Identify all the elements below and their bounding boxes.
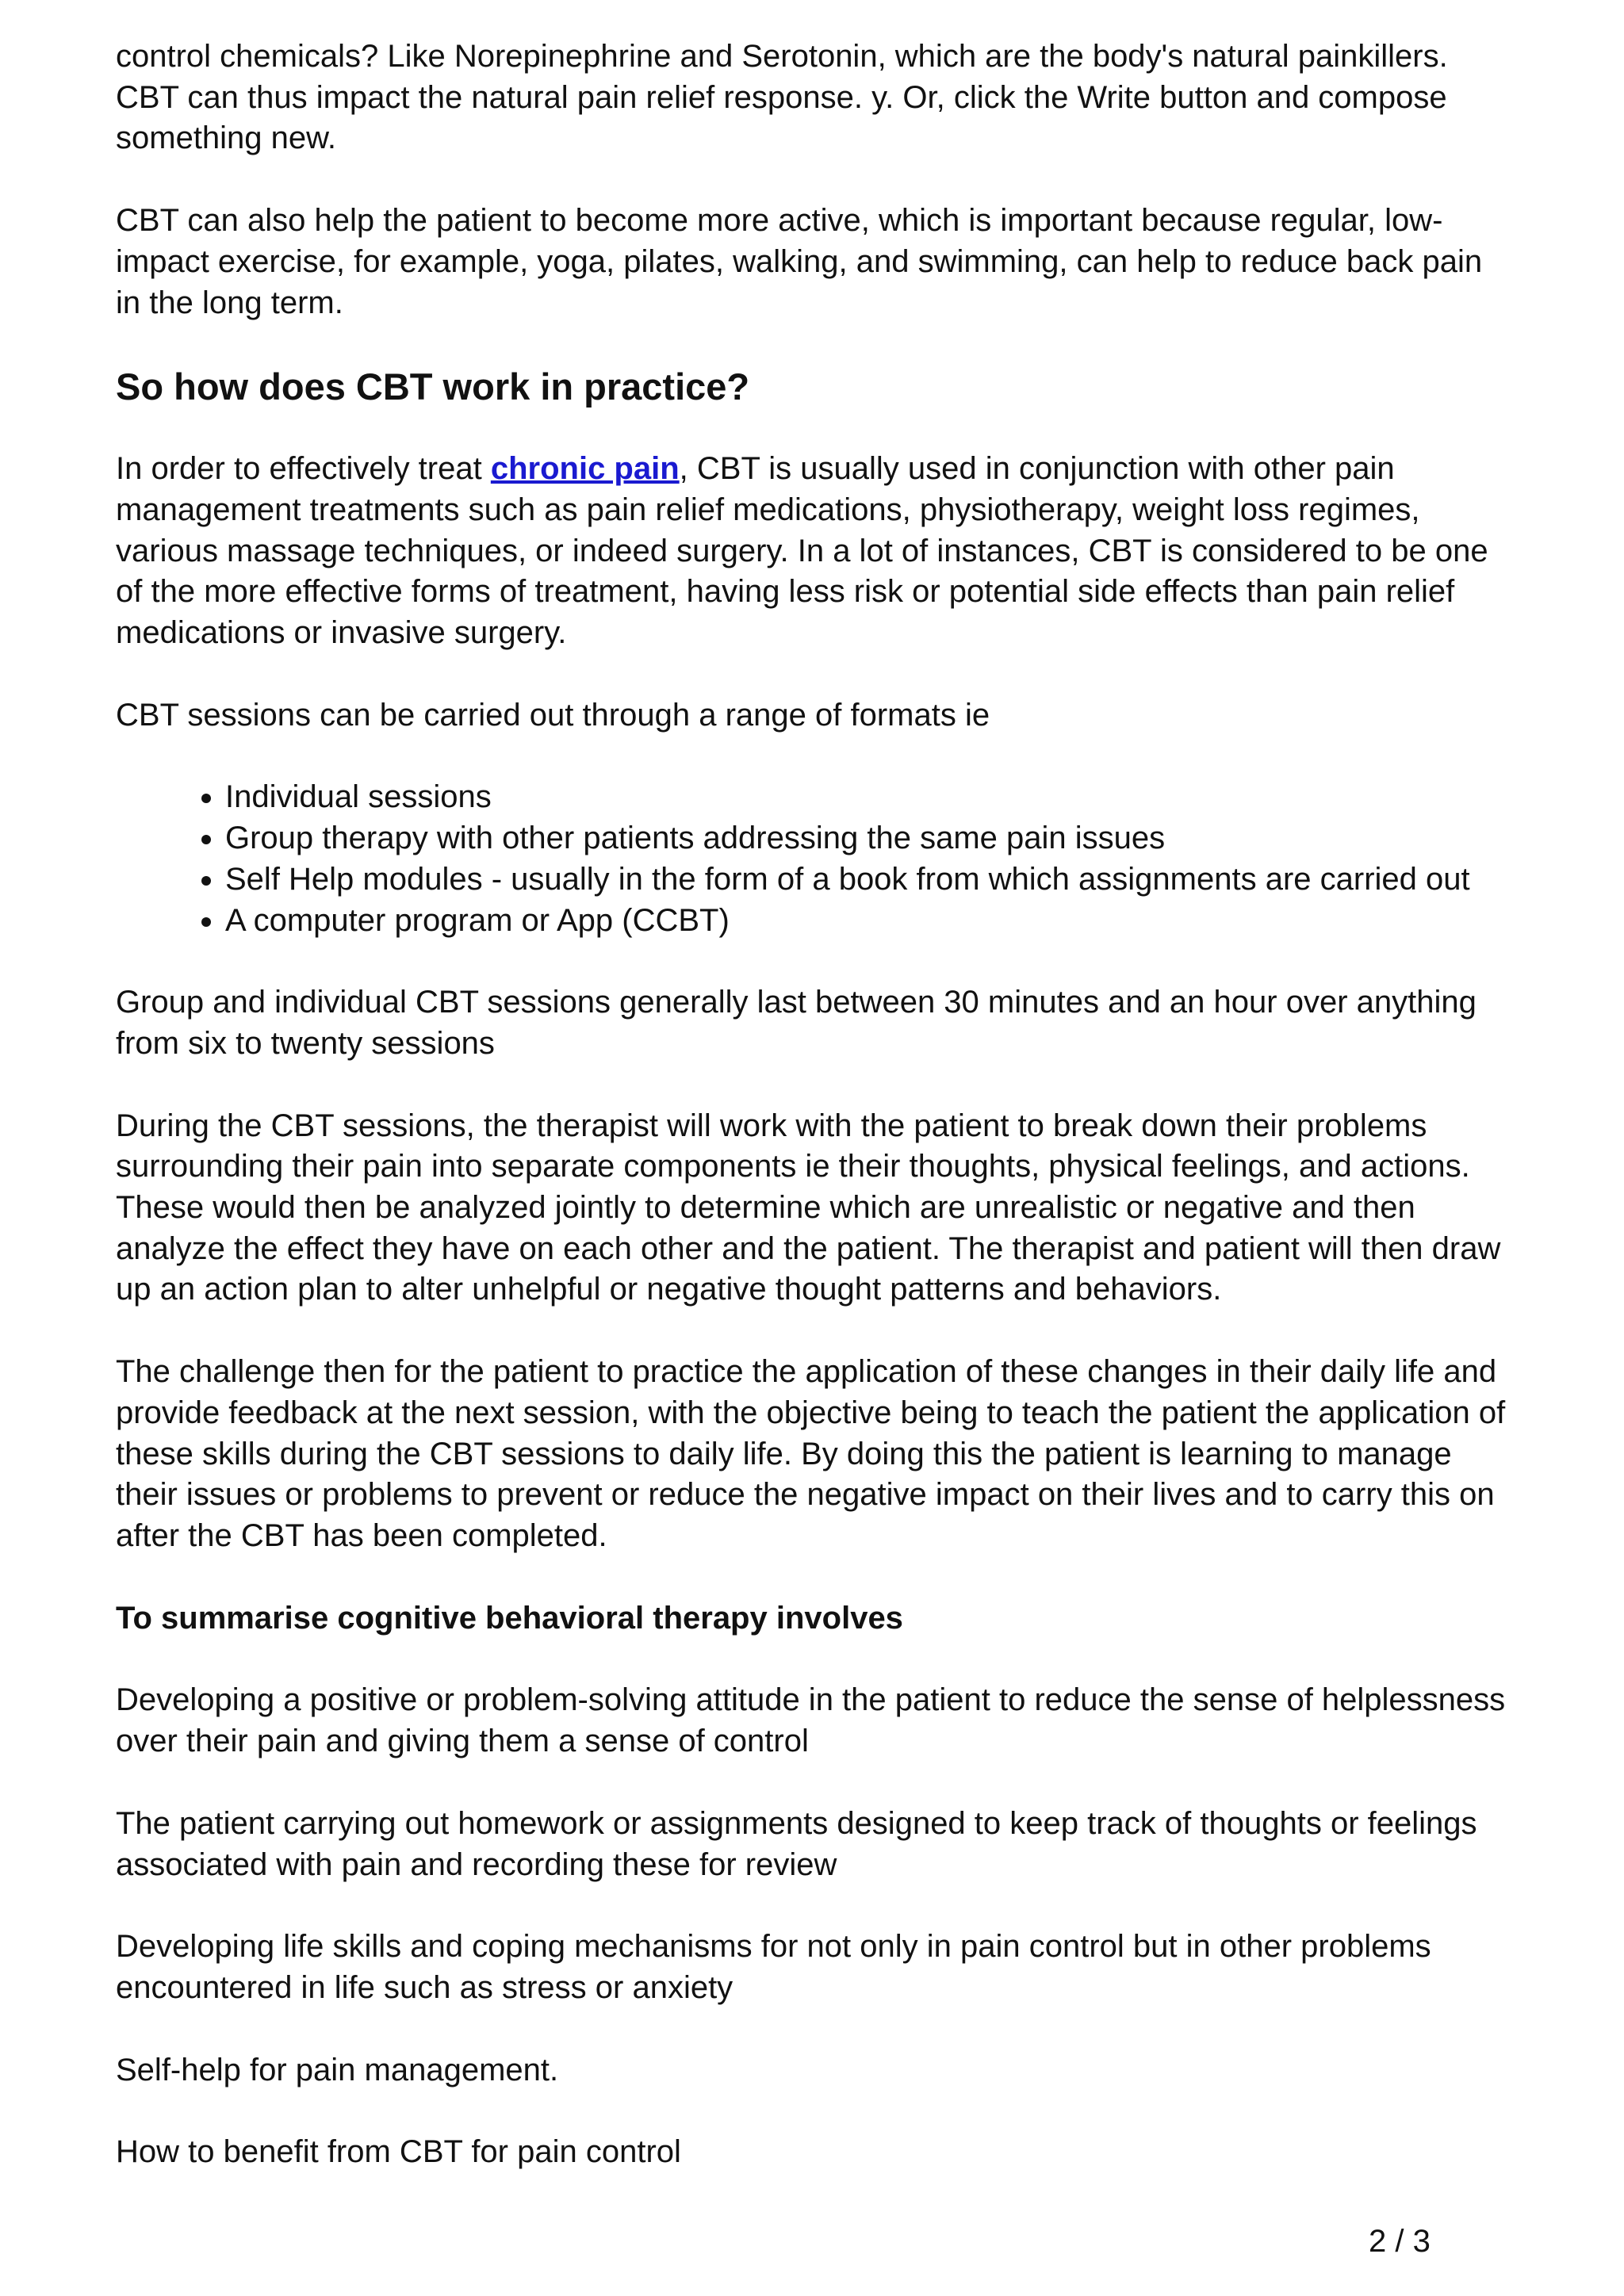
paragraph-session-length: Group and individual CBT sessions generally last between 30 minutes and an hour over anything from six to twenty sessions — [116, 985, 1477, 1061]
list-item: • Group therapy with other patients addressing the same pain issues — [225, 818, 1511, 859]
page-number: 2 / 3 — [1369, 2224, 1431, 2259]
practice-text-start: In order to effectively treat — [116, 451, 491, 487]
document-body — [116, 36, 1511, 2214]
summary-item: Developing life skills and coping mechanisms for not only in pain control but in other problems encountered in life such as stress or anxiety — [116, 1929, 1431, 2005]
paragraph-active: CBT can also help the patient to become more active, which is important because regular, low-impact exercise, for example, yoga, pilates, walking, and swimming, can help to reduce back pain in the long term. — [116, 203, 1483, 320]
paragraph-formats-intro: CBT sessions can be carried out through a range of formats ie — [116, 697, 990, 733]
paragraph-painkillers: control chemicals? Like Norepinephrine and Serotonin, which are the body's natural painkillers. CBT can thus impact the natural pain relief response. y. Or, click the Write button and compose something new. — [116, 39, 1448, 156]
summary-item: Developing a positive or problem-solving attitude in the patient to reduce the sense of helplessness over their pain and giving them a sense of control — [116, 1682, 1506, 1759]
summary-item: Self-help for pain management. — [116, 2052, 559, 2087]
chronic-pain-link[interactable]: chronic pain — [490, 451, 680, 487]
summary-item: How to benefit from CBT for pain control — [116, 2134, 681, 2170]
paragraph-practice — [116, 449, 1511, 654]
paragraph-challenge: The challenge then for the patient to practice the application of these changes in their daily life and provide feedback at the next session, with the objective being to teach the patient the application of these skills during the CBT sessions to daily life. By doing this the patient is learning to manage their issues or problems to prevent or reduce the negative impact on their lives and to carry this on after the CBT has been completed. — [116, 1354, 1506, 1553]
list-item: • Individual sessions — [225, 777, 1511, 818]
summary-heading: To summarise cognitive behavioral therapy involves — [116, 1600, 903, 1636]
formats-list — [116, 777, 1511, 941]
section-heading: So how does CBT work in practice? — [116, 365, 750, 408]
list-item: • Self Help modules - usually in the form of a book from which assignments are carried out — [225, 859, 1511, 901]
paragraph-during-sessions: During the CBT sessions, the therapist will work with the patient to break down their problems surrounding their pain into separate components ie their thoughts, physical feelings, and actions. These would then be analyzed jointly to determine which are unrealistic or negative and then analyze the effect they have on each other and the patient. The therapist and patient will then draw up an action plan to alter unhelpful or negative thought patterns and behaviors. — [116, 1108, 1501, 1307]
list-item: • A computer program or App (CCBT) — [225, 901, 1511, 942]
summary-item: The patient carrying out homework or assignments designed to keep track of thoughts or feelings associated with pain and recording these for review — [116, 1805, 1477, 1882]
practice-text-end: , CBT is usually used in conjunction with other pain management treatments such as pain relief medications, physiotherapy, weight loss regimes, various massage techniques, or indeed surgery. In a lot of instances, CBT is considered to be one of the more effective forms of treatment, having less risk or potential side effects than pain relief medications or invasive surgery. — [116, 451, 1488, 651]
